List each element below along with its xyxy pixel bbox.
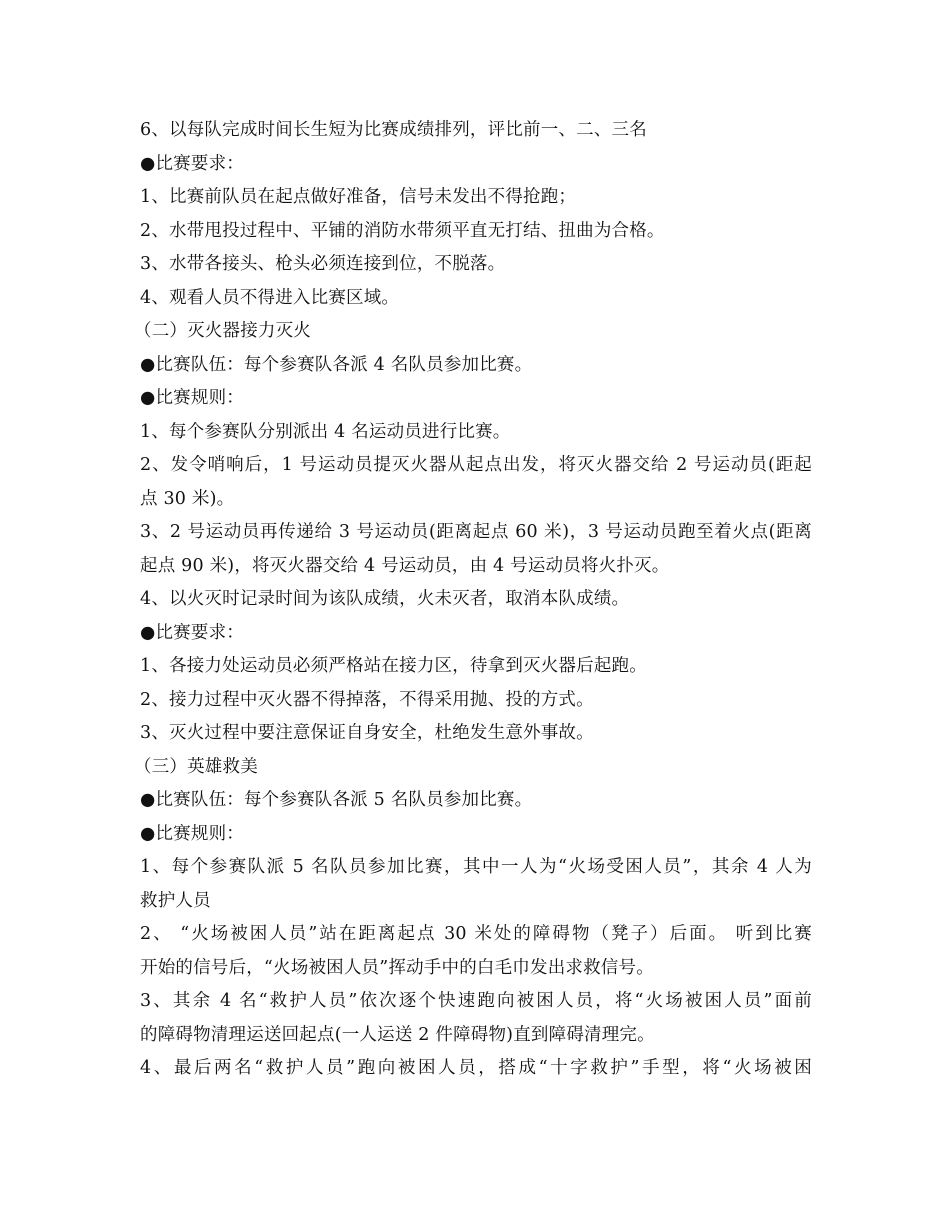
event-3-title: （三）英雄救美	[134, 756, 258, 777]
event-2-rule-1: 1、每个参赛队分别派出 4 名运动员进行比赛。	[140, 421, 511, 442]
event-2-rule-2: 2、发令哨响后，1 号运动员提灭火器从起点出发，将灭火器交给 2 号运动员(距起	[140, 455, 812, 475]
event-3-rule-3-cont: 的障碍物清理运送回起点(一人运送 2 件障碍物)直到障碍清理完。	[140, 1024, 655, 1045]
requirement-item-4: 4、观看人员不得进入比赛区域。	[140, 287, 400, 308]
event-3-rule-2-cont: 开始的信号后，“火场被困人员”挥动手中的白毛巾发出求救信号。	[140, 957, 654, 978]
event-3-team: ●比赛队伍：每个参赛队各派 5 名队员参加比赛。	[140, 790, 533, 810]
event-2-requirement-2: 2、接力过程中灭火器不得掉落，不得采用抛、投的方式。	[140, 689, 594, 710]
requirement-item-3: 3、水带各接头、枪头必须连接到位，不脱落。	[140, 254, 506, 274]
event-2-requirements-heading: ●比赛要求：	[140, 622, 244, 643]
event-3-rule-2: 2、 “火场被困人员”站在距离起点 30 米处的障碍物（凳子）后面。 听到比赛	[140, 924, 812, 944]
event-2-rule-3: 3、2 号运动员再传递给 3 号运动员(距离起点 60 米)，3 号运动员跑至着火点(距离	[140, 522, 812, 542]
event-2-title: （二）灭火器接力灭火	[134, 321, 311, 341]
document-body	[134, 114, 812, 1086]
event-2-team: ●比赛队伍：每个参赛队各派 4 名队员参加比赛。	[140, 354, 533, 375]
section-requirements-heading: ●比赛要求：	[140, 153, 244, 174]
requirement-item-2: 2、水带甩投过程中、平铺的消防水带须平直无打结、扭曲为合格。	[140, 220, 665, 241]
event-3-rule-1: 1、每个参赛队派 5 名队员参加比赛，其中一人为“火场受困人员”，其余 4 人为	[140, 857, 812, 877]
event-3-rule-1-cont: 救护人员	[140, 890, 211, 911]
event-2-requirement-3: 3、灭火过程中要注意保证自身安全，杜绝发生意外事故。	[140, 723, 594, 743]
event-2-rules-heading: ●比赛规则：	[140, 388, 244, 408]
event-2-requirement-1: 1、各接力处运动员必须严格站在接力区，待拿到灭火器后起跑。	[140, 656, 647, 676]
event-3-rule-3: 3、其余 4 名“救护人员”依次逐个快速跑向被困人员，将“火场被困人员”面前	[140, 991, 812, 1011]
rule-item-6: 6、以每队完成时间长生短为比赛成绩排列，评比前一、二、三名	[140, 120, 647, 140]
requirement-item-1: 1、比赛前队员在起点做好准备，信号未发出不得抢跑；	[140, 187, 577, 207]
event-2-rule-2-cont: 点 30 米)。	[140, 488, 235, 509]
event-2-rule-3-cont: 起点 90 米)，将灭火器交给 4 号运动员，由 4 号运动员将火扑灭。	[140, 555, 670, 576]
event-3-rules-heading: ●比赛规则：	[140, 823, 244, 844]
event-3-rule-4: 4、最后两名“救护人员”跑向被困人员，搭成“十字救护”手型，将“火场被困	[140, 1058, 812, 1078]
event-2-rule-4: 4、以火灭时记录时间为该队成绩，火未灭者，取消本队成绩。	[140, 589, 630, 609]
